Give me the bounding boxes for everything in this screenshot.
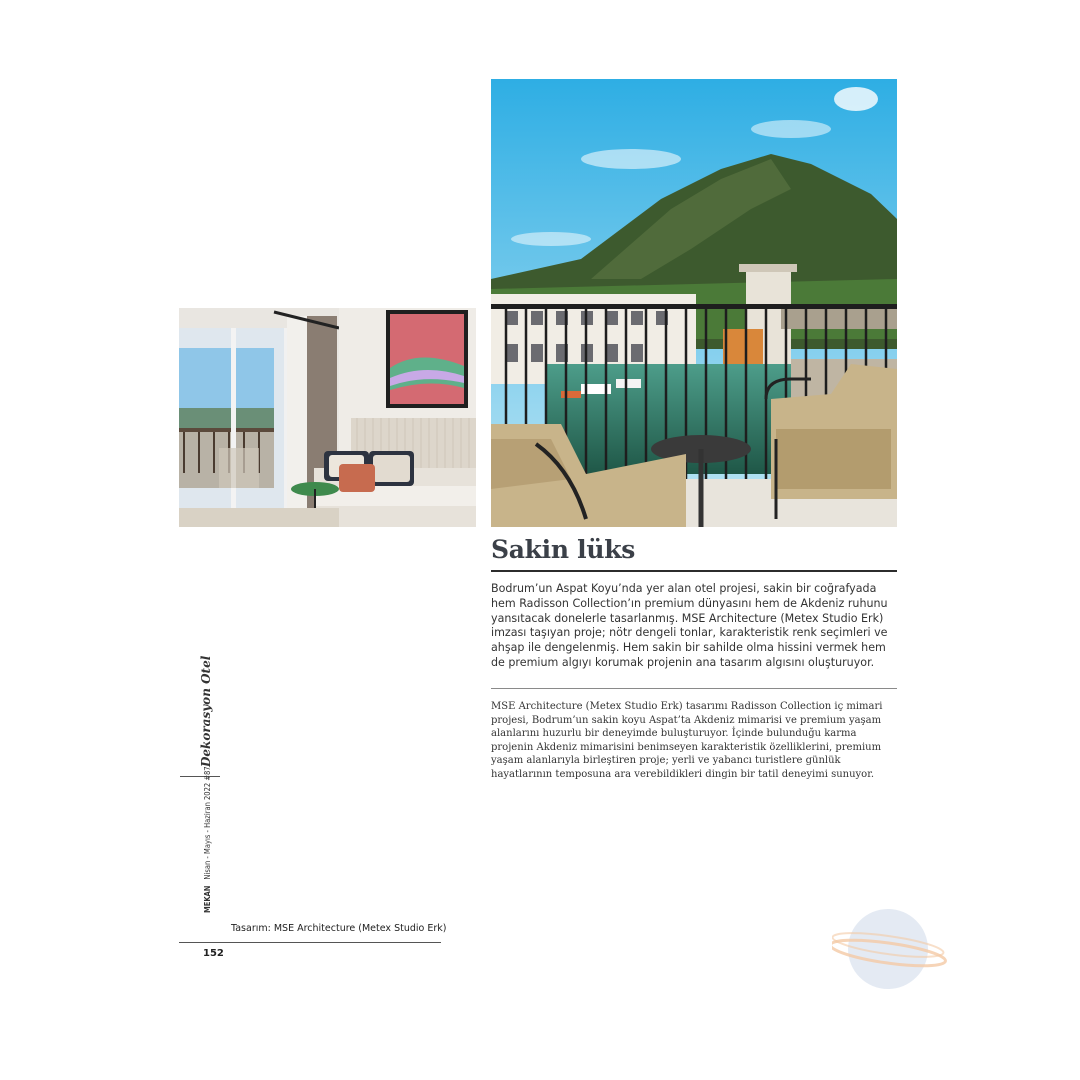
article-lead: Bodrum’un Aspat Koyu’nda yer alan otel projesi, sakin bir coğrafyada hem Radisson Collection’ın premium dünyasını hem de Akdeniz ruhunu yansıtacak donelerle tasarlanmış. MSE Architecture (Metex Studio Erk) imzası taşıyan proje; nötr dengeli tonlar, karakteristik renk seçimleri ve ahşap ile dengelenmiş. Hem sakin bir sahilde olma hissini vermek hem de premium algıyı korumak projenin ana tasarım algısını oluşturuyor.: [491, 582, 888, 669]
magazine-brand: MEKAN: [203, 885, 212, 913]
section-divider: [491, 688, 897, 689]
issue-info: [203, 766, 212, 913]
article-headline: Sakin lüks: [491, 535, 636, 564]
room-interior-photo: [179, 308, 476, 527]
issue-date: Nisan - Mayıs - Haziran 2022 #87: [203, 766, 212, 880]
section-label: Dekorasyon Otel: [199, 655, 213, 767]
design-credit: Tasarım: MSE Architecture (Metex Studio Erk): [231, 923, 447, 934]
marina-balcony-photo: [491, 79, 897, 527]
article-body: MSE Architecture (Metex Studio Erk) tasarımı Radisson Collection iç mimari projesi, Bodrum’un sakin koyu Aspat’ta Akdeniz mimarisi ve premium yaşam alanlarını huzurlu bir deneyimde buluşturuyor. İçinde bulunduğu karma projenin Akdeniz mimarisini benimseyen karakteristik özelliklerini, premium yaşam alanlarıyla birleştiren proje; yerli ve yabancı turistlere günlük hayatlarının temposuna ara verebildikleri dingin bir tatil deneyimi sunuyor.: [491, 701, 883, 780]
page-number: 152: [203, 948, 224, 959]
headline-divider: [491, 570, 897, 572]
sidebar-divider: [180, 776, 220, 777]
credit-divider: [179, 942, 441, 943]
planet-logo-icon: [832, 905, 950, 997]
